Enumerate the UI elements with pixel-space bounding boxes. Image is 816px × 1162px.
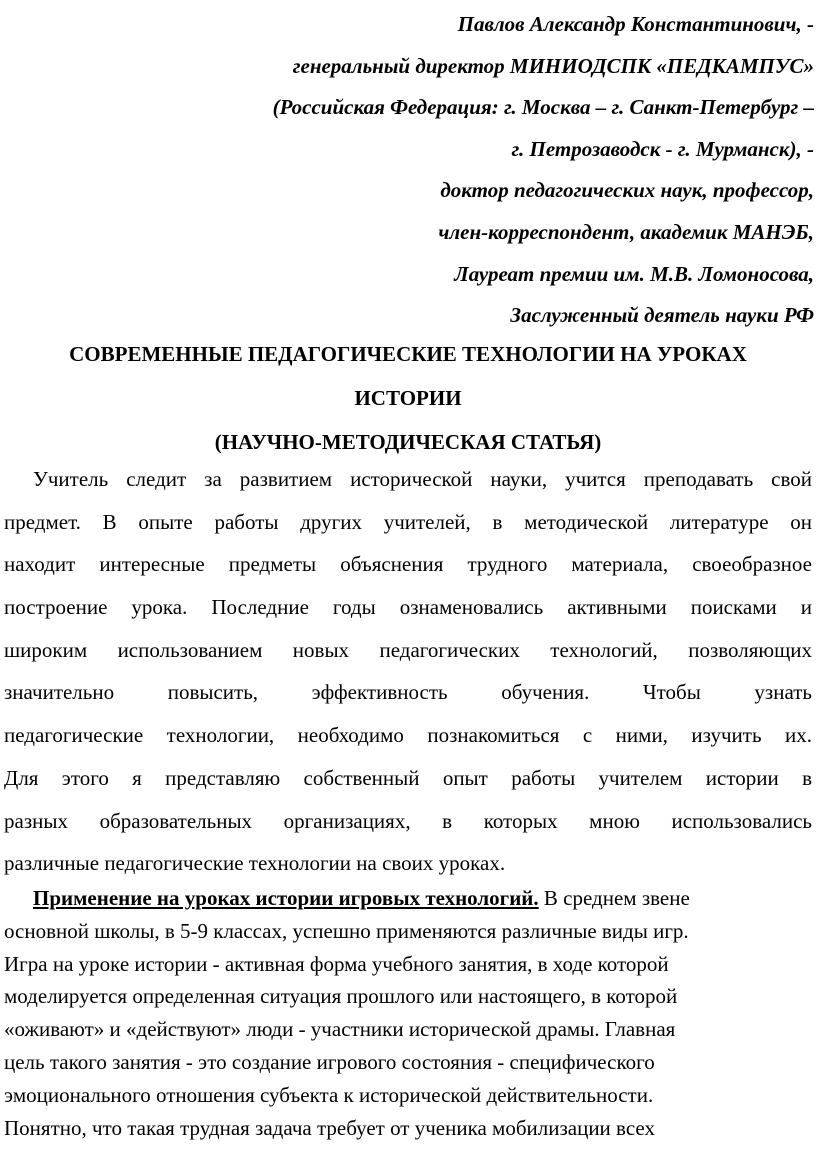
author-location: (Российская Федерация: г. Москва – г. Санкт-Петербург – [272,95,814,120]
author-location-cont: г. Петрозаводск - г. Мурманск), - [511,136,814,161]
paragraph-line: предмет. В опыте работы других учителей, в методической литературе он [4,509,812,534]
paragraph-line: находит интересные предметы объяснения трудного материала, своеобразное [4,552,812,577]
intro-paragraph [4,458,812,885]
paragraph-line: моделируется определенная ситуация прошлого или настоящего, в которой [4,984,678,1009]
paragraph-line: широким использованием новых педагогических технологий, позволяющих [4,637,812,662]
title-line: СОВРЕМЕННЫЕ ПЕДАГОГИЧЕСКИЕ ТЕХНОЛОГИИ НА УРОКАХ [69,342,747,366]
paragraph-line: разных образовательных организациях, в которых мною использовались [4,808,812,833]
paragraph-line: различные педагогические технологии на своих уроках. [4,851,506,876]
title-line: ИСТОРИИ [354,386,462,410]
author-honor: Заслуженный деятель науки РФ [510,303,814,328]
paragraph-line: эмоционального отношения субъекта к исторической действительности. [4,1082,654,1107]
section-heading: Применение на уроках истории игровых технологий. [33,886,539,910]
author-info [54,4,814,337]
game-technologies-paragraph [4,882,812,1144]
paragraph-line: построение урока. Последние годы ознаменовались активными поисками и [4,595,812,620]
article-type: (НАУЧНО-МЕТОДИЧЕСКАЯ СТАТЬЯ) [214,430,602,454]
paragraph-line: педагогические технологии, необходимо познакомиться с ними, изучить их. [4,723,812,748]
paragraph-line: Для этого я представляю собственный опыт работы учителем истории в [4,765,812,790]
paragraph-line: значительно повысить, эффективность обучения. Чтобы узнать [4,680,812,705]
paragraph-line: Учитель следит за развитием исторической науки, учится преподавать свой [33,467,812,491]
author-award: Лауреат премии им. М.В. Ломоносова, [454,261,814,286]
paragraph-line: основной школы, в 5-9 классах, успешно применяются различные виды игр. [4,918,689,943]
paragraph-line: Понятно, что такая трудная задача требует от ученика мобилизации всех [4,1115,655,1140]
author-name: Павлов Александр Константинович, - [457,12,814,36]
paragraph-line: цель такого занятия - это создание игрового состояния - специфического [4,1049,655,1074]
author-position: генеральный директор МИНИОДСПК «ПЕДКАМПУС» [292,53,814,78]
author-academy: член-корреспондент, академик МАНЭБ, [438,219,814,244]
article-title [0,332,816,464]
paragraph-line [4,882,812,915]
paragraph-line: «оживают» и «действуют» люди - участники исторической драмы. Главная [4,1017,676,1042]
paragraph-line: Игра на уроке истории - активная форма учебного занятия, в ходе которой [4,951,669,976]
author-degree: доктор педагогических наук, профессор, [440,178,814,203]
heading-continuation: В среднем звене [538,886,690,910]
